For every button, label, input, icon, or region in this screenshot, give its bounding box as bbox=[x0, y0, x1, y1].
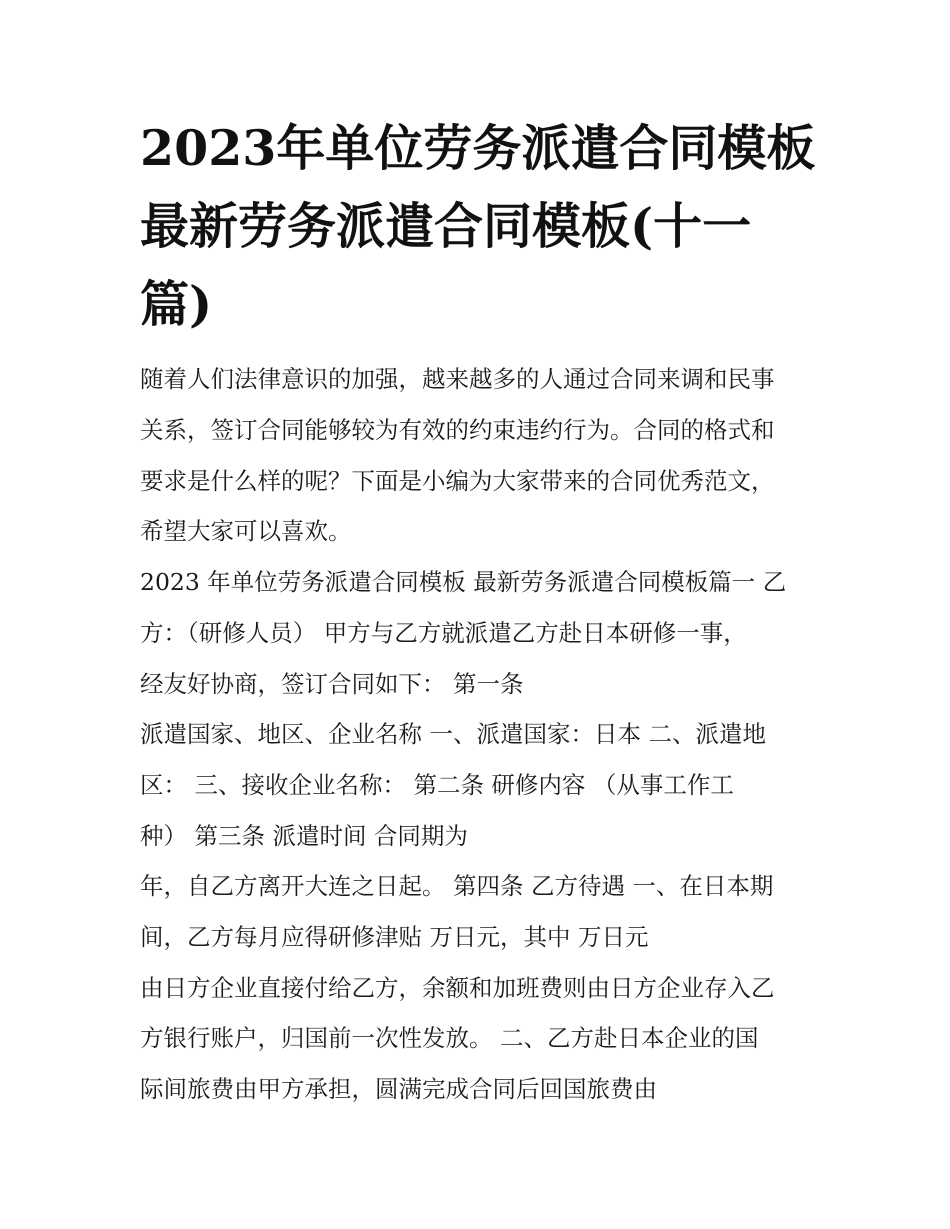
body-line-11: 年，自乙方离开大连之日起。 第四条 乙方待遇 一、在日本期 bbox=[140, 872, 774, 900]
body-line-8: 派遣国家、地区、企业名称 一、派遣国家：日本 二、派遣地 bbox=[140, 720, 766, 748]
body-line-6: 方：（研修人员） 甲方与乙方就派遣乙方赴日本研修一事， bbox=[140, 619, 747, 647]
body-line-12: 间，乙方每月应得研修津贴 万日元，其中 万日元 bbox=[140, 923, 649, 951]
body-line-9: 区： 三、接收企业名称： 第二条 研修内容 （从事工作工 bbox=[140, 771, 734, 799]
document-title-line-3: 篇) bbox=[140, 275, 213, 333]
document-title-line-2: 最新劳务派遣合同模板(十一 bbox=[140, 197, 752, 255]
body-line-4: 希望大家可以喜欢。 bbox=[140, 517, 352, 545]
body-line-13: 由日方企业直接付给乙方，余额和加班费则由日方企业存入乙 bbox=[140, 974, 775, 1002]
body-line-7: 经友好协商，签订合同如下： 第一条 bbox=[140, 670, 524, 698]
body-line-3: 要求是什么样的呢？下面是小编为大家带来的合同优秀范文， bbox=[140, 467, 775, 495]
body-line-5: 2023 年单位劳务派遣合同模板 最新劳务派遣合同模板篇一 乙 bbox=[140, 568, 787, 596]
body-line-10: 种） 第三条 派遣时间 合同期为 bbox=[140, 822, 468, 850]
body-line-1: 随着人们法律意识的加强，越来越多的人通过合同来调和民事 bbox=[140, 365, 775, 393]
body-line-2: 关系，签订合同能够较为有效的约束违约行为。合同的格式和 bbox=[140, 416, 775, 444]
body-line-14: 方银行账户，归国前一次性发放。 二、乙方赴日本企业的国 bbox=[140, 1024, 759, 1052]
document-title-line-1: 2023年单位劳务派遣合同模板 bbox=[140, 119, 816, 177]
body-line-15: 际间旅费由甲方承担，圆满完成合同后回国旅费由 bbox=[140, 1075, 657, 1103]
